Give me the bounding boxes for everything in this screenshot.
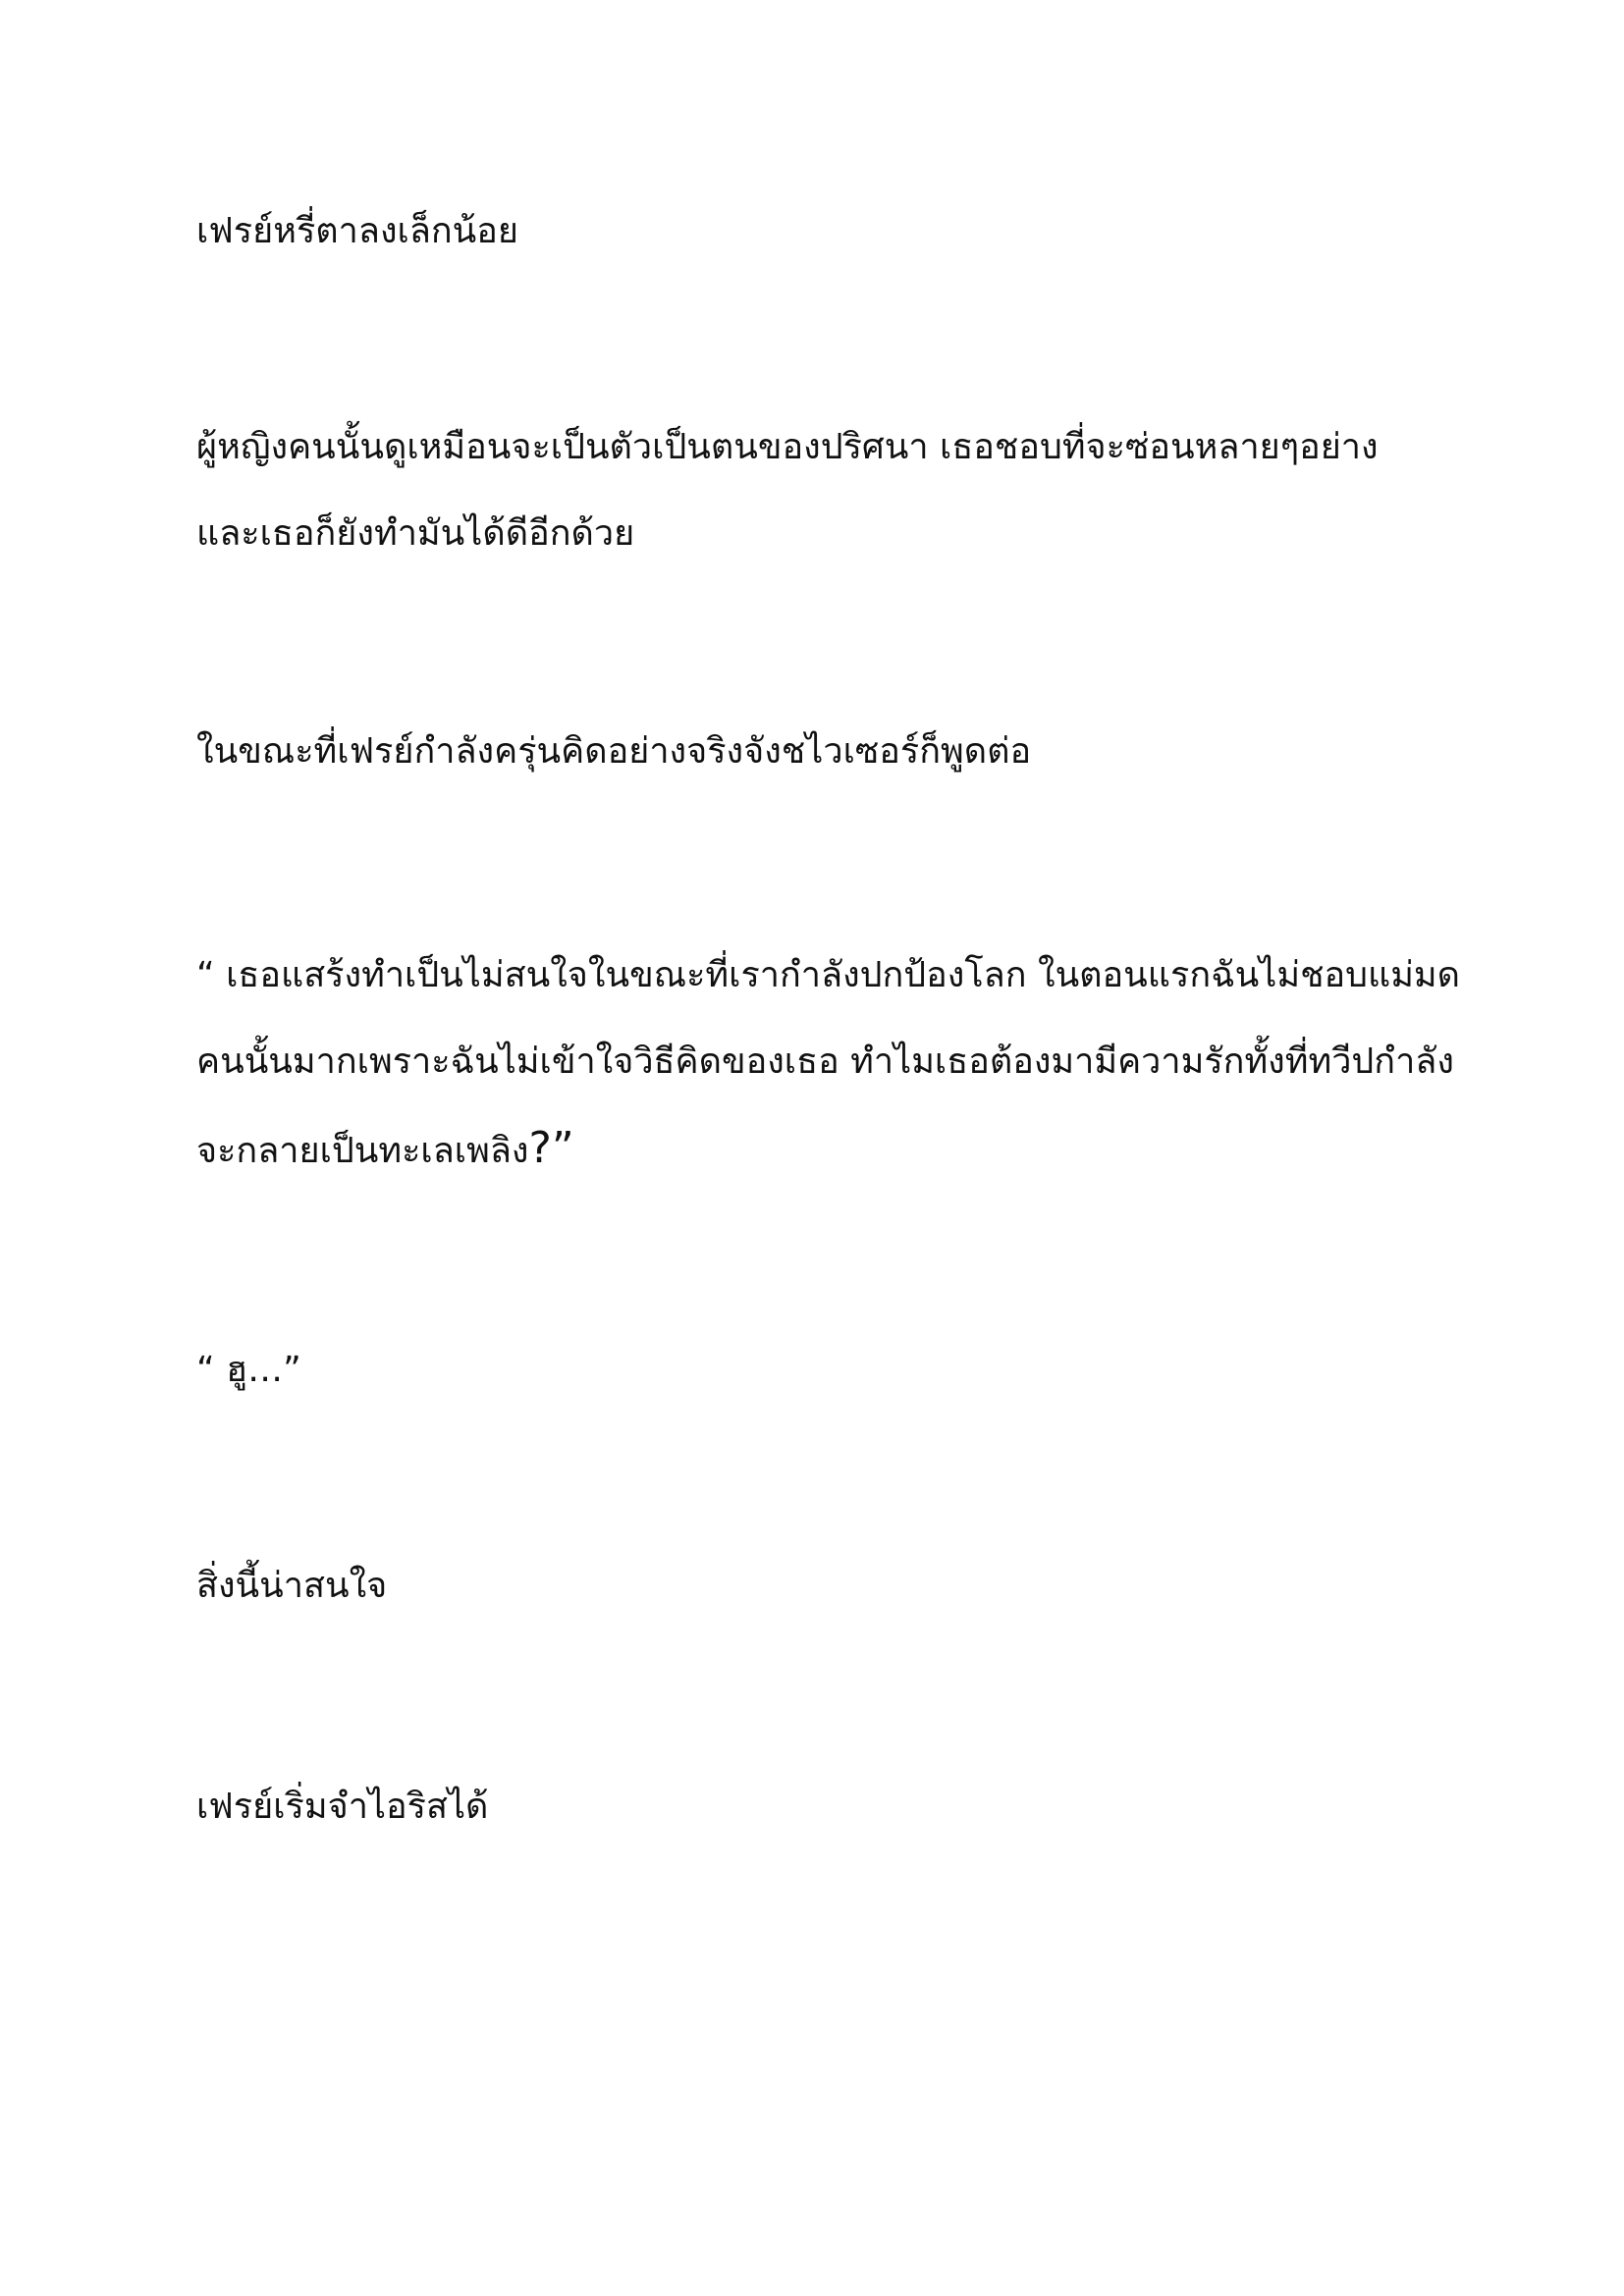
paragraph-1-line-1: เฟรย์หรี่ตาลงเล็กน้อย (196, 211, 519, 251)
paragraph-2-line-2: และเธอก็ยังทำมันได้ดีอีกด้วย (196, 513, 635, 554)
question-quote-mark: ?” (528, 1123, 574, 1173)
paragraph-5-line-1: “ ฮู…” (196, 1350, 301, 1390)
paragraph-4-line-3 (196, 1123, 1447, 1177)
paragraph-4-line-3-text: จะกลายเป็นทะเลเพลิง (196, 1131, 529, 1171)
paragraph-6-line-1: สิ่งนี้น่าสนใจ (196, 1566, 388, 1606)
paragraph-3-line-1: ในขณะที่เฟรย์กำลังครุ่นคิดอย่างจริงจังชไวเซอร์ก็พูดต่อ (196, 731, 1032, 772)
paragraph-7-line-1: เฟรย์เริ่มจำไอริสได้ (196, 1787, 489, 1827)
paragraph-4-line-1: “ เธอแสร้งทำเป็นไม่สนใจในขณะที่เรากำลังปกป้องโลก ในตอนแรกฉันไม่ชอบแม่มด (196, 955, 1461, 995)
paragraph-4-line-2: คนนั้นมากเพราะฉันไม่เข้าใจวิธีคิดของเธอ ทำไมเธอต้องมามีความรักทั้งที่ทวีปกำลัง (196, 1041, 1454, 1082)
paragraph-2-line-1: ผู้หญิงคนนั้นดูเหมือนจะเป็นตัวเป็นตนของปริศนา เธอชอบที่จะซ่อนหลายๆอย่าง (196, 427, 1379, 467)
